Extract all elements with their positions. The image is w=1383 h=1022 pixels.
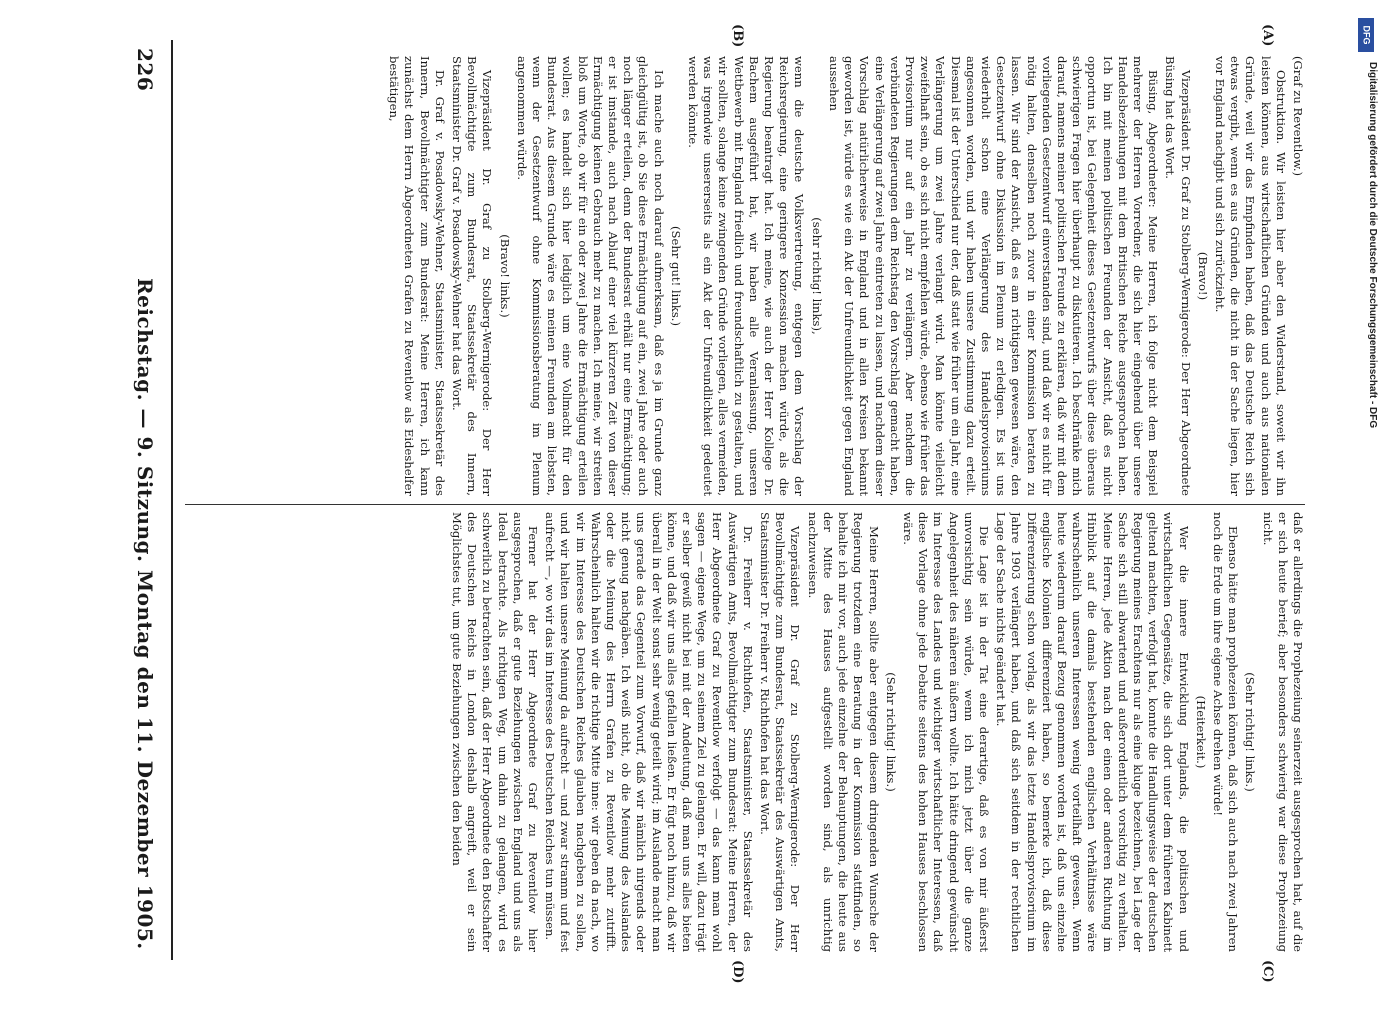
paragraph: (Bravo!)	[1195, 251, 1210, 301]
rotated-page-content	[55, 0, 1345, 1000]
paragraph: Vizepräsident Dr. Graf zu Stolberg-Wernigerode: Der Herr Bevollmächtigte zum Bundesrat, Staatssekretär des Innern, Staatsminister Dr. Graf v. Posadowsky-Wehner hat das Wort.	[450, 56, 495, 496]
column-divider	[185, 504, 1305, 505]
paragraph: Ich mache auch noch darauf aufmerksam, daß es ja im Grunde ganz gleichgültig ist, ob Sie diese Ermächtigung auf ein, zwei Jahre oder auch noch länger erteilen, denn der Bundesrat erhält nur eine Ermächtigung; er ist imstande, auch nach Ablauf einer viel kürzeren Zeit von dieser Ermächtigung keinen Gebrauch mehr zu machen. Ich meine, wir streiten bloß um Worte, ob wir für ein oder zwei Jahre die Ermächtigung erteilen wollen; es handelt sich hier lediglich um eine Vollmacht für den Bundesrat. Aus diesem Grunde wäre es meinen Freunden am liebsten, wenn der Gesetzentwurf ohne Kommissionsberatung im Plenum angenommen würde.	[514, 56, 666, 496]
paragraph: Dr. Graf v. Posadowsky-Wehner, Staatsminister, Staatssekretär des Innern, Bevollmächtigter zum Bundesrat: Meine Herren, ich kann zunächst dem Herrn Abgeordneten Grafen zu Reventlow als Eideshelfer bestätigen,	[387, 56, 447, 496]
paragraph: Ebenso hätte man prophezeien können, daß sich auch nach zwei Jahren noch die Erde um ihre eigene Achse drehen würde!	[1210, 512, 1241, 952]
paragraph: Meine Herren, sollte aber entgegen diesem dringenden Wunsche der Regierung trotzdem eine Beratung in der Kommission stattfinden, so behalte ich mir vor, auch jede einzelne der Behauptungen, die heute aus der Mitte des Hauses aufgestellt worden sind, als unrichtig nachzuweisen.	[805, 512, 881, 952]
paragraph: (Graf zu Reventlow.)	[1291, 56, 1305, 177]
paragraph: Die Lage ist in der Tat eine derartige, daß es von mir äußerst unvorsichtig sein würde, wenn ich mich jetzt über die ganze Angelegenheit des näheren äußern wollte. Ich hätte dringend gewünscht im Interesse des Landes und wichtiger wirtschaftlicher Interessen, daß diese Vorlage ohne jede Debatte seitens des hohen Hauses beschlossen wäre.	[900, 512, 991, 952]
page-number: 226	[133, 48, 157, 92]
margin-mark-a: (A)	[1260, 24, 1275, 47]
paragraph: (Sehr richtig! links.)	[1243, 672, 1258, 792]
right-text-column	[185, 512, 1305, 952]
paragraph: daß er allerdings die Prophezeiung seinerzeit ausgesprochen hat, auf die er sich heute berief; aber besonders schwierig war diese Prophezeiung nicht.	[1260, 512, 1305, 952]
header-rule	[171, 40, 173, 960]
left-text-column	[185, 56, 1305, 496]
paragraph: (Heiterkeit.)	[1193, 695, 1208, 769]
paragraph: Ferner hat der Herr Abgeordnete Graf zu Reventlow hier ausgesprochen, daß er gute Beziehungen zwischen England und uns als Ideal betrachte. Als richtigen Weg, um dahin zu gelangen, wird es schwerlich zu betrachten sein, daß der Herr Abgeordnete den Botschafter des Deutschen Reichs in London deshalb angreift, weil er sein Möglichstes tut, um gute Beziehungen zwischen den beiden	[450, 512, 541, 952]
margin-mark-d: (D)	[730, 960, 745, 984]
digitization-credit	[1358, 18, 1378, 978]
paragraph: Obstruktion. Wir leisten hier aber den Widerstand, soweit wir ihn leisten können, aus wirtschaftlichen Gründen und auch aus nationalen Gründe, weil wir das Empfinden haben, daß das Deutsche Reich sich etwas vergibt, wenn es aus Gründen, die nicht in der Sache liegen, hier vor England nachgibt und sich zurückzieht.	[1212, 56, 1288, 496]
page-header	[125, 48, 165, 948]
paragraph: (Sehr richtig! links.)	[883, 672, 898, 792]
paragraph: wenn die deutsche Volksvertretung, entgegen dem Vorschlag der Reichsregierung, eine geringere Konzession machen würde, als die Regierung beantragt hat. Ich meine, wie auch der Herr Kollege Dr. Bachem ausgeführt hat, wir haben alle Veranlassung, unseren Wettbewerb mit England friedlich und freundschaftlich zu gestalten, und wir sollten, solange keine zwingenden Gründe vorliegen, alles vermeiden, was irgendwie unsererseits als ein Akt der Unfreundlichkeit gedeutet werden könnte.	[686, 56, 807, 496]
paragraph: Wer die innere Entwicklung Englands, die politischen und wirtschaftlichen Gegensätze, die sich dort unter dem früheren Kabinett geltend machten, verfolgt hat, konnte die Handlungsweise der deutschen Regierung meines Erachtens nur als eine kluge bezeichnen, bei Lage der Sache sich still abwartend und außerordentlich vorsichtig zu verhalten. Meine Herren, jede Aktion nach der einen oder anderen Richtung im Hinblick auf die damals bestehenden englischen Verhältnisse wäre wahrscheinlich unseren Interessen wenig vorteilhaft gewesen. Wenn heute wiederum darauf Bezug genommen worden ist, daß uns einzelne englische Kolonien differenziert haben, so bemerke ich, daß diese Differenzierung schon vorlag, als wir das letzte Handelsprovisorium im Jahre 1903 verlängert haben, und daß sich seitdem in der rechtlichen Lage der Sache nichts geändert hat.	[994, 512, 1191, 952]
paragraph: Dr. Freiherr v. Richthofen, Staatsminister, Staatssekretär des Auswärtigen Amts, Bevollmächtigter zum Bundesrat: Meine Herren, der Herr Abgeordnete Graf zu Reventlow verfolgt — das kann man wohl sagen — eigene Wege, um zu seinem Ziel zu gelangen. Er will, dazu trägt er selber gewiß nicht bei mit der Andeutung, daß man uns alles bieten könne, und daß wir uns alles gefallen ließen. Er fügt noch hinzu, daß wir überall in der Welt sonst sehr wenig geteilt wird; im Auslande macht man uns gerade das Gegenteil zum Vorwurf, daß wir nämlich nirgends oder nicht genug nachgäben. Ich weiß nicht, ob die Meinung des Auslandes oder die Meinung des Herrn Grafen zu Reventlow mehr zutrifft. Wahrscheinlich halten wir die richtige Mitte inne: wir geben da nach, wo wir im Interesse des Deutschen Reiches glauben nachgeben zu sollen, und wir halten unsere Meinung da aufrecht — und zwar stramm und fest aufrecht —, wo wir das im Interesse des Deutschen Reiches tun müssen.	[543, 512, 755, 952]
paragraph: Vizepräsident Dr. Graf zu Stolberg-Wernigerode: Der Herr Bevollmächtigte zum Bundesrat, Staatssekretär des Auswärtigen Amts, Staatsminister Dr. Freiherr v. Richthofen hat das Wort.	[758, 512, 803, 952]
page-title: Reichstag. — 9. Sitzung. Montag den 11. Dezember 1905.	[133, 278, 157, 950]
margin-mark-b: (B)	[730, 24, 745, 48]
margin-mark-c: (C)	[1260, 960, 1275, 983]
credit-text: Digitalisierung gefördert durch die Deutsche Forschungsgemeinschaft - DFG	[1367, 62, 1378, 429]
paragraph: (Bravo! links.)	[497, 234, 512, 318]
paragraph: (sehr richtig! links),	[809, 217, 824, 335]
paragraph: Vizepräsident Dr. Graf zu Stolberg-Wernigerode: Der Herr Abgeordnete Büsing hat das Wort.	[1163, 56, 1193, 496]
paragraph: (Sehr gut! links.)	[668, 226, 683, 326]
paragraph: Büsing, Abgeordneter: Meine Herren, ich folge nicht dem Beispiel mehrerer der Herren Vorredner, die sich hier eingehend über unsere Handelsbeziehungen mit dem Britischen Reiche ausgesprochen haben. Ich bin mit meinen politischen Freunden der Ansicht, daß es nicht opportun ist, bei Gelegenheit dieses Gesetzentwurfs über diese überaus schwierigen Fragen hier überhaupt zu diskutieren. Ich beschränke mich darauf, namens meiner politischen Freunde zu erklären, daß wir mit dem vorliegenden Gesetzentwurf einverstanden sind, und daß wir es nicht für nötig halten, denselben noch zuvor in einer Kommission beraten zu lassen. Wir sind der Ansicht, daß es am richtigsten gewesen wäre, den Gesetzentwurf ohne Diskussion im Plenum zu erledigen. Es ist uns wiederholt schon eine Verlängerung des Handelsprovisoriums angesonnen worden, und wir haben unsere Zustimmung dazu erteilt. Diesmal ist der Unterschied nur der, daß statt wie früher um ein Jahr, eine Verlängerung um zwei Jahre verlangt wird. Man könnte vielleicht zweifelhaft sein, ob es sich nicht empfehlen würde, ebenso wie früher das Provisorium nur auf ein Jahr zu verlängern. Aber nachdem die verbündeten Regierungen dem Reichstag den Vorschlag gemacht haben, eine Verlängerung auf zwei Jahre eintreten zu lassen, und nachdem dieser Vorschlag natürlicherweise in England und in allen Kreisen bekannt geworden ist, würde es wie ein Akt der Unfreundlichkeit gegen England aussehen	[826, 56, 1161, 496]
dfg-logo: DFG	[1358, 18, 1374, 52]
